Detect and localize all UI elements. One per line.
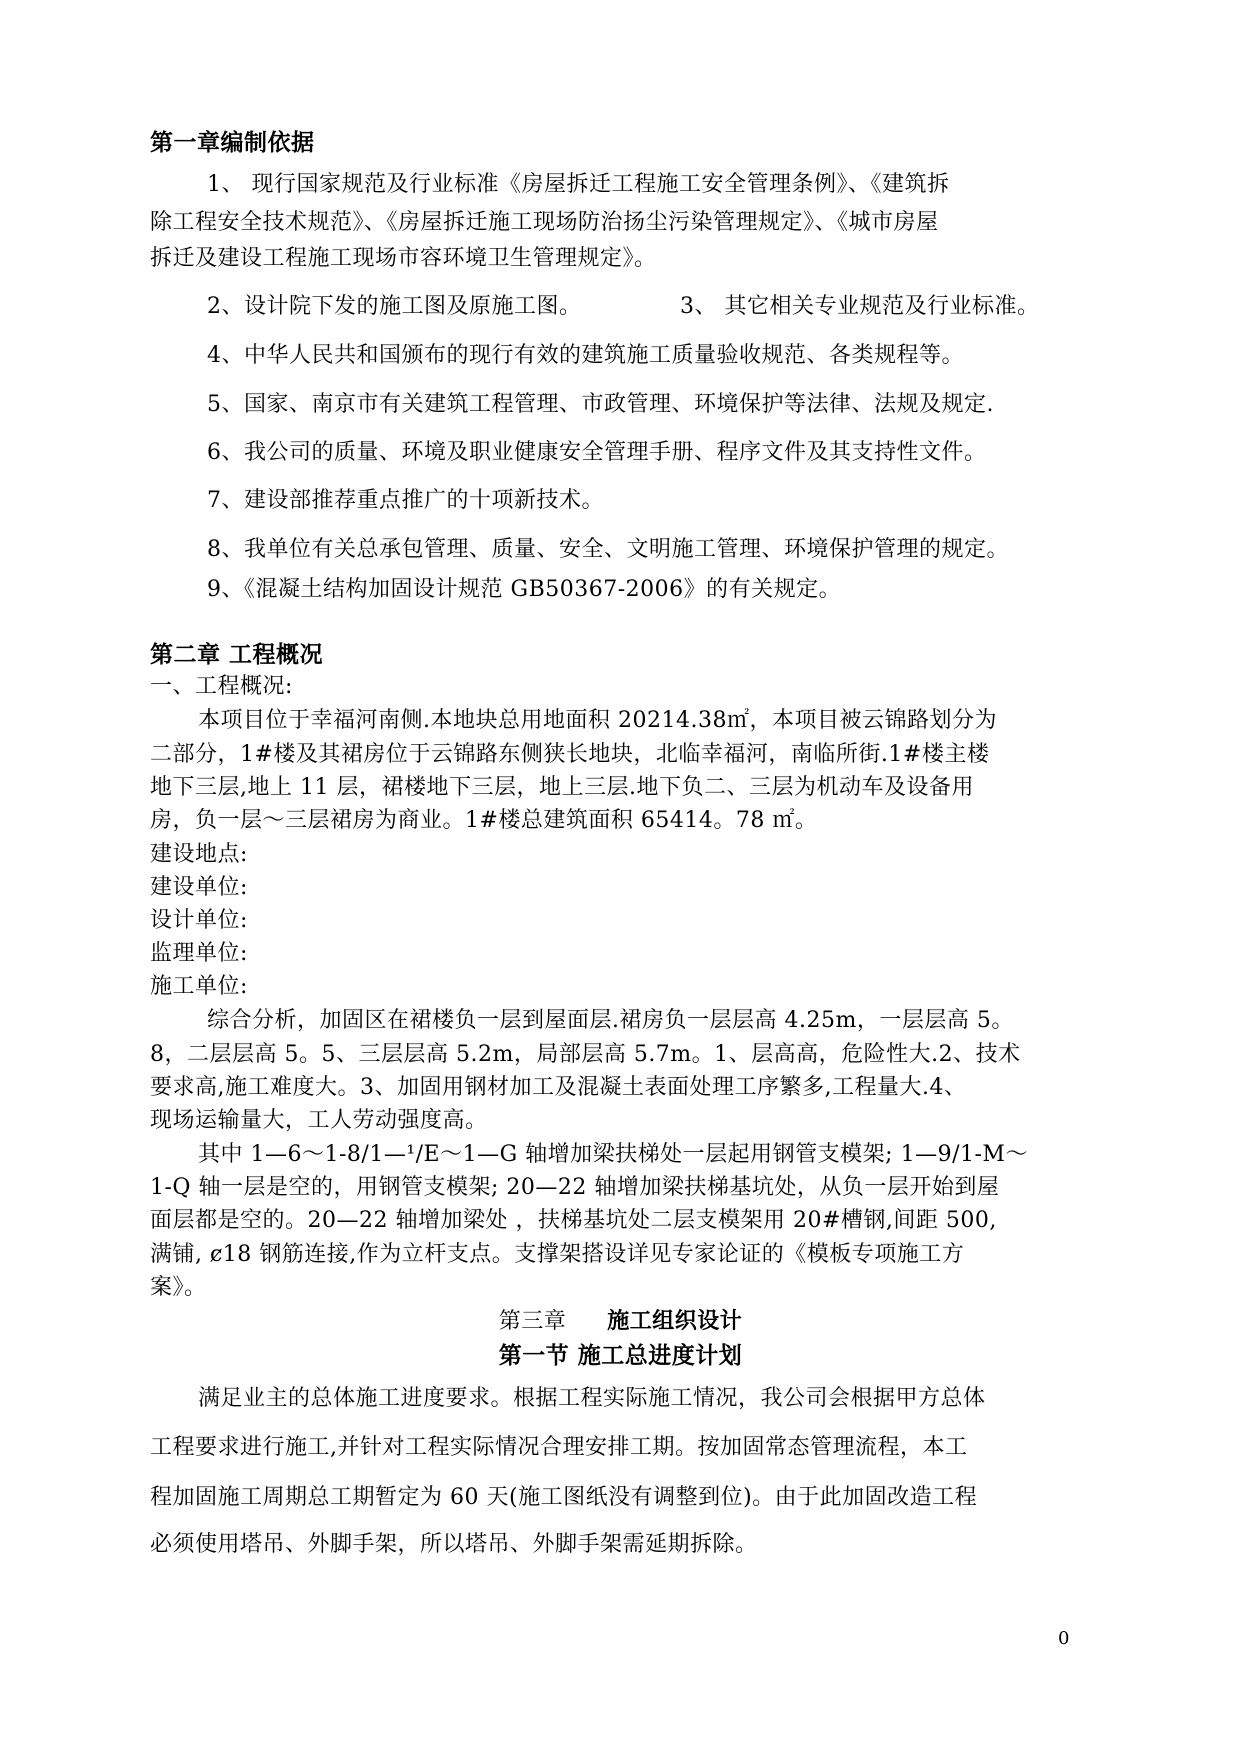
- field-contractor: 施工单位:: [150, 974, 248, 999]
- schedule-line3: 程加固施工周期总工期暂定为 60 天(施工图纸没有调整到位)。由于此加固改造工程: [150, 1485, 978, 1510]
- item5: 5、国家、南京市有关建筑工程管理、市政管理、环境保护等法律、法规及规定.: [207, 392, 994, 417]
- schedule-line1: 满足业主的总体施工进度要求。根据工程实际施工情况，我公司会根据甲方总体: [198, 1386, 986, 1411]
- field-designer: 设计单位:: [150, 908, 248, 933]
- support-line3: 面层都是空的。20—22 轴增加梁处 ，扶梯基坑处二层支模架用 20#槽钢,间距 500,: [150, 1208, 997, 1233]
- item1-line2: 除工程安全技术规范》、《房屋拆迁施工现场防治扬尘污染管理规定》、《城市房屋: [150, 210, 939, 235]
- support-line2: 1-Q 轴一层是空的，用钢管支模架; 20—22 轴增加梁扶梯基坑处，从负一层开始到屋: [150, 1175, 1000, 1200]
- overview-line4: 房，负一层～三层裙房为商业。1#楼总建筑面积 65414。78 ㎡。: [150, 808, 818, 833]
- item4: 4、中华人民共和国颁布的现行有效的建筑施工质量验收规范、各类规程等。: [207, 343, 964, 368]
- page-number: 0: [1058, 1628, 1070, 1649]
- field-construction-site: 建设地点:: [150, 842, 248, 867]
- section1-title: 第一节 施工总进度计划: [498, 1342, 743, 1369]
- analysis-line3: 要求高,施工难度大。3、加固用钢材加工及混凝土表面处理工序繁多,工程量大.4、: [150, 1075, 967, 1100]
- schedule-line4: 必须使用塔吊、外脚手架，所以塔吊、外脚手架需延期拆除。: [150, 1532, 758, 1557]
- field-owner: 建设单位:: [150, 875, 248, 900]
- chapter3-title-prefix: 第三章: [498, 1309, 567, 1334]
- item9: 9、《混凝土结构加固设计规范 GB50367-2006》的有关规定。: [207, 577, 842, 602]
- chapter1-title: 第一章编制依据: [150, 129, 315, 156]
- chapter3-title-main: 施工组织设计: [607, 1308, 743, 1334]
- item7: 7、建设部推荐重点推广的十项新技术。: [207, 488, 604, 513]
- support-line5: 案》。: [150, 1275, 207, 1300]
- chapter2-subtitle: 一、工程概况:: [150, 674, 293, 699]
- item1-line1: 1、 现行国家规范及行业标准《房屋拆迁工程施工安全管理条例》、《建筑拆: [207, 172, 950, 197]
- analysis-line1: 综合分析，加固区在裙楼负一层到屋面层.裙房负一层层高 4.25m，一层层高 5。: [207, 1008, 1014, 1033]
- item1-line3: 拆迁及建设工程施工现场市容环境卫生管理规定》。: [150, 246, 657, 271]
- schedule-line2: 工程要求进行施工,并针对工程实际情况合理安排工期。按加固常态管理流程，本工: [150, 1435, 968, 1460]
- overview-line3: 地下三层,地上 11 层，裙楼地下三层，地上三层.地下负二、三层为机动车及设备用: [150, 775, 974, 800]
- item3: 3、 其它相关专业规范及行业标准。: [680, 294, 1040, 319]
- item6: 6、我公司的质量、环境及职业健康安全管理手册、程序文件及其支持性文件。: [207, 440, 987, 465]
- support-line4: 满铺, ȼ18 钢筋连接,作为立杆支点。支撑架搭设详见专家论证的《模板专项施工方: [150, 1242, 965, 1267]
- item2: 2、设计院下发的施工图及原施工图。: [207, 294, 582, 319]
- item8: 8、我单位有关总承包管理、质量、安全、文明施工管理、环境保护管理的规定。: [207, 537, 1009, 562]
- overview-line2: 二部分，1#楼及其裙房位于云锦路东侧狭长地块，北临幸福河，南临所街.1#楼主楼: [150, 742, 990, 767]
- overview-line1: 本项目位于幸福河南侧.本地块总用地面积 20214.38㎡，本项目被云锦路划分为: [198, 708, 997, 733]
- analysis-line2: 8，二层层高 5。5、三层层高 5.2m，局部层高 5.7m。1、层高高，危险性大.2、技术: [150, 1042, 1021, 1067]
- chapter2-title: 第二章 工程概况: [150, 641, 324, 668]
- field-supervisor: 监理单位:: [150, 941, 248, 966]
- analysis-line4: 现场运输量大，工人劳动强度高。: [150, 1108, 488, 1133]
- chapter3-title: [0, 1306, 1241, 1337]
- support-line1: 其中 1—6～1-8/1—¹/E～1—G 轴增加梁扶梯处一层起用钢管支模架; 1—9/1-M～: [198, 1142, 1028, 1167]
